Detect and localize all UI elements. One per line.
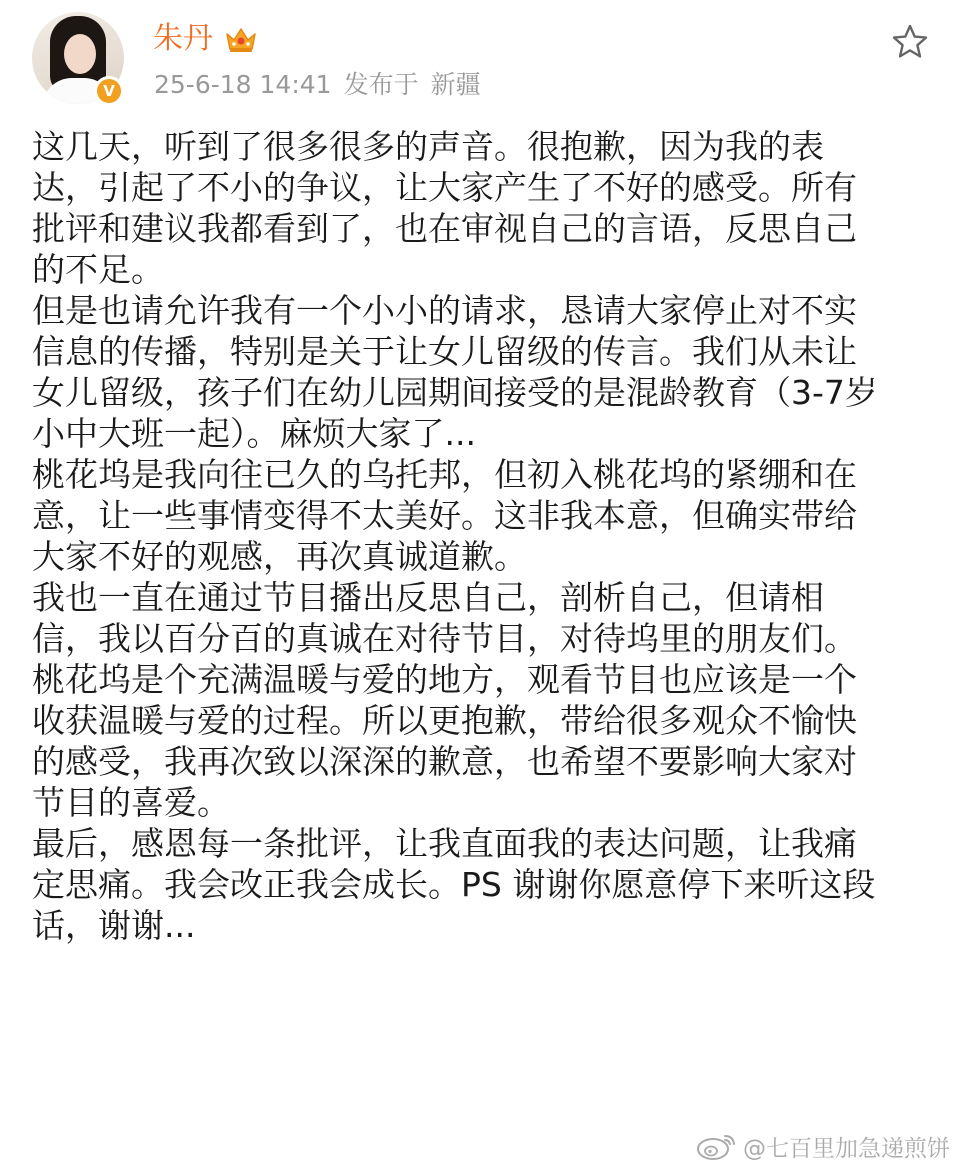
post-paragraph-1: 这几天，听到了很多很多的声音。很抱歉，因为我的表 达，引起了不小的争议，让大家产生了不好的感受。所有 批评和建议我都看到了，也在审视自己的言语，反思自己 的不足。 <box>32 127 857 289</box>
post-timestamp: 25-6-18 14:41 <box>154 70 332 99</box>
post-location[interactable]: 新疆 <box>430 70 481 99</box>
star-outline-icon[interactable] <box>890 22 930 62</box>
post-paragraph-4: 我也一直在通过节目播出反思自己，剖析自己，但请相 信，我以百分百的真诚在对待节目，对待坞里的朋友们。 桃花坞是个充满温暖与爱的地方，观看节目也应该是一个 收获温暖与爱的过程。所以更抱歉，带给很多观众不愉快 的感受，我再次致以深深的歉意，也希望不要影响大家对 节目的喜爱。 <box>32 578 857 822</box>
post-paragraph-5: 最后，感恩每一条批评，让我直面我的表达问题，让我痛 定思痛。我会改正我会成长。PS 谢谢你愿意停下来听这段 话，谢谢... <box>32 824 876 945</box>
watermark <box>695 1128 950 1164</box>
posted-from-label: 发布于 <box>343 70 419 99</box>
post-paragraph-3: 桃花坞是我向往已久的乌托邦，但初入桃花坞的紧绷和在 意，让一些事情变得不太美好。这非我本意，但确实带给 大家不好的观感，再次真诚道歉。 <box>32 455 857 576</box>
post-meta <box>154 68 493 102</box>
post-body <box>32 126 912 946</box>
weibo-logo-icon <box>695 1130 739 1162</box>
verified-v-icon: V <box>94 76 124 106</box>
post-header <box>0 0 960 125</box>
username[interactable]: 朱丹 <box>153 21 213 56</box>
post-paragraph-2: 但是也请允许我有一个小小的请求，恳请大家停止对不实 信息的传播，特别是关于让女儿留级的传言。我们从未让 女儿留级，孩子们在幼儿园期间接受的是混龄教育（3-7岁 小中大班一起）。麻烦大家了... <box>32 291 878 453</box>
watermark-text: @七百里加急递煎饼 <box>743 1135 950 1162</box>
crown-icon <box>224 24 258 54</box>
avatar-face <box>64 34 96 74</box>
